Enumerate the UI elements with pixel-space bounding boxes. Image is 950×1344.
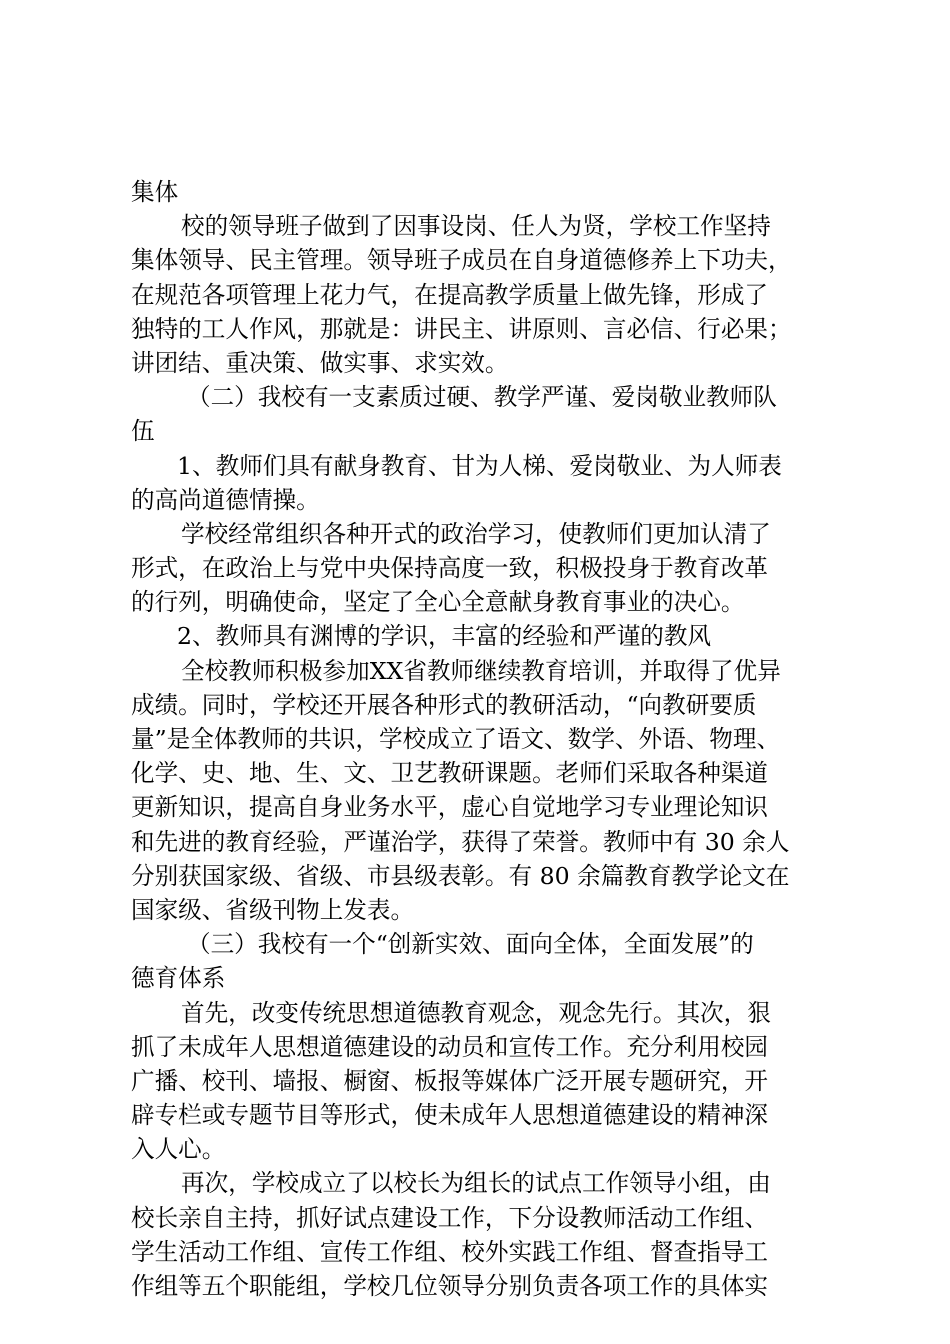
text-line: 的高尚道德情操。 <box>131 485 320 514</box>
text-line: 在规范各项管理上花力气，在提高教学质量上做先锋，形成了 <box>131 280 769 309</box>
text-line: 德育体系 <box>131 964 226 993</box>
document-body <box>131 175 831 1303</box>
text-line: 校的领导班子做到了因事设岗、任人为贤，学校工作坚持 <box>181 212 771 241</box>
text-line: 集体 <box>131 178 179 206</box>
text-line: 广播、校刊、墙报、橱窗、板报等媒体广泛开展专题研究，开 <box>131 1066 769 1095</box>
text-line: 再次，学校成立了以校长为组长的试点工作领导小组，由 <box>181 1169 771 1198</box>
text-line: 入人心。 <box>131 1135 226 1164</box>
text-line: 学校经常组织各种开式的政治学习，使教师们更加认清了 <box>181 519 771 548</box>
text-line: 1、教师们具有献身教育、甘为人梯、爱岗敬业、为人师表 <box>177 451 782 480</box>
text-line: 首先，改变传统思想道德教育观念，观念先行。其次，狠 <box>181 998 771 1027</box>
text-line: 独特的工人作风，那就是：讲民主、讲原则、言必信、行必果； <box>131 314 792 343</box>
text-line: 抓了未成年人思想道德建设的动员和宣传工作。充分利用校园 <box>131 1032 769 1061</box>
text-line: （三）我校有一个“创新实效、面向全体，全面发展”的 <box>187 930 754 959</box>
text-line: 2、教师具有渊博的学识，丰富的经验和严谨的教风 <box>177 622 712 651</box>
text-line: 成绩。同时，学校还开展各种形式的教研活动，“向教研要质 <box>131 690 757 719</box>
text-line: 讲团结、重决策、做实事、求实效。 <box>131 348 509 377</box>
text-line: 的行列，明确使命，坚定了全心全意献身教育事业的决心。 <box>131 588 745 617</box>
text-line: 化学、史、地、生、文、卫艺教研课题。老师们采取各种渠道 <box>131 759 769 788</box>
text-line: 更新知识，提高自身业务水平，虚心自觉地学习专业理论知识 <box>131 793 769 822</box>
text-line: 形式，在政治上与党中央保持高度一致，积极投身于教育改革 <box>131 554 769 583</box>
text-line: 辟专栏或专题节目等形式，使未成年人思想道德建设的精神深 <box>131 1101 769 1130</box>
text-line: 国家级、省级刊物上发表。 <box>131 895 415 924</box>
text-line: 学生活动工作组、宣传工作组、校外实践工作组、督查指导工 <box>131 1237 769 1266</box>
text-line: （二）我校有一支素质过硬、教学严谨、爱岗敬业教师队 <box>187 383 777 412</box>
text-line: 和先进的教育经验，严谨治学，获得了荣誉。教师中有 30 余人 <box>131 827 790 856</box>
text-line: 集体领导、民主管理。领导班子成员在自身道德修养上下功夫， <box>131 246 792 275</box>
text-line: 量”是全体教师的共识，学校成立了语文、数学、外语、物理、 <box>131 725 781 753</box>
text-line: 伍 <box>131 417 155 446</box>
text-line: 分别获国家级、省级、市县级表彰。有 80 余篇教育教学论文在 <box>131 861 790 890</box>
text-line: 作组等五个职能组，学校几位领导分别负责各项工作的具体实 <box>131 1272 769 1300</box>
text-line: 校长亲自主持，抓好试点建设工作，下分设教师活动工作组、 <box>131 1203 769 1232</box>
text-line: 全校教师积极参加XX省教师继续教育培训，并取得了优异 <box>181 656 781 685</box>
